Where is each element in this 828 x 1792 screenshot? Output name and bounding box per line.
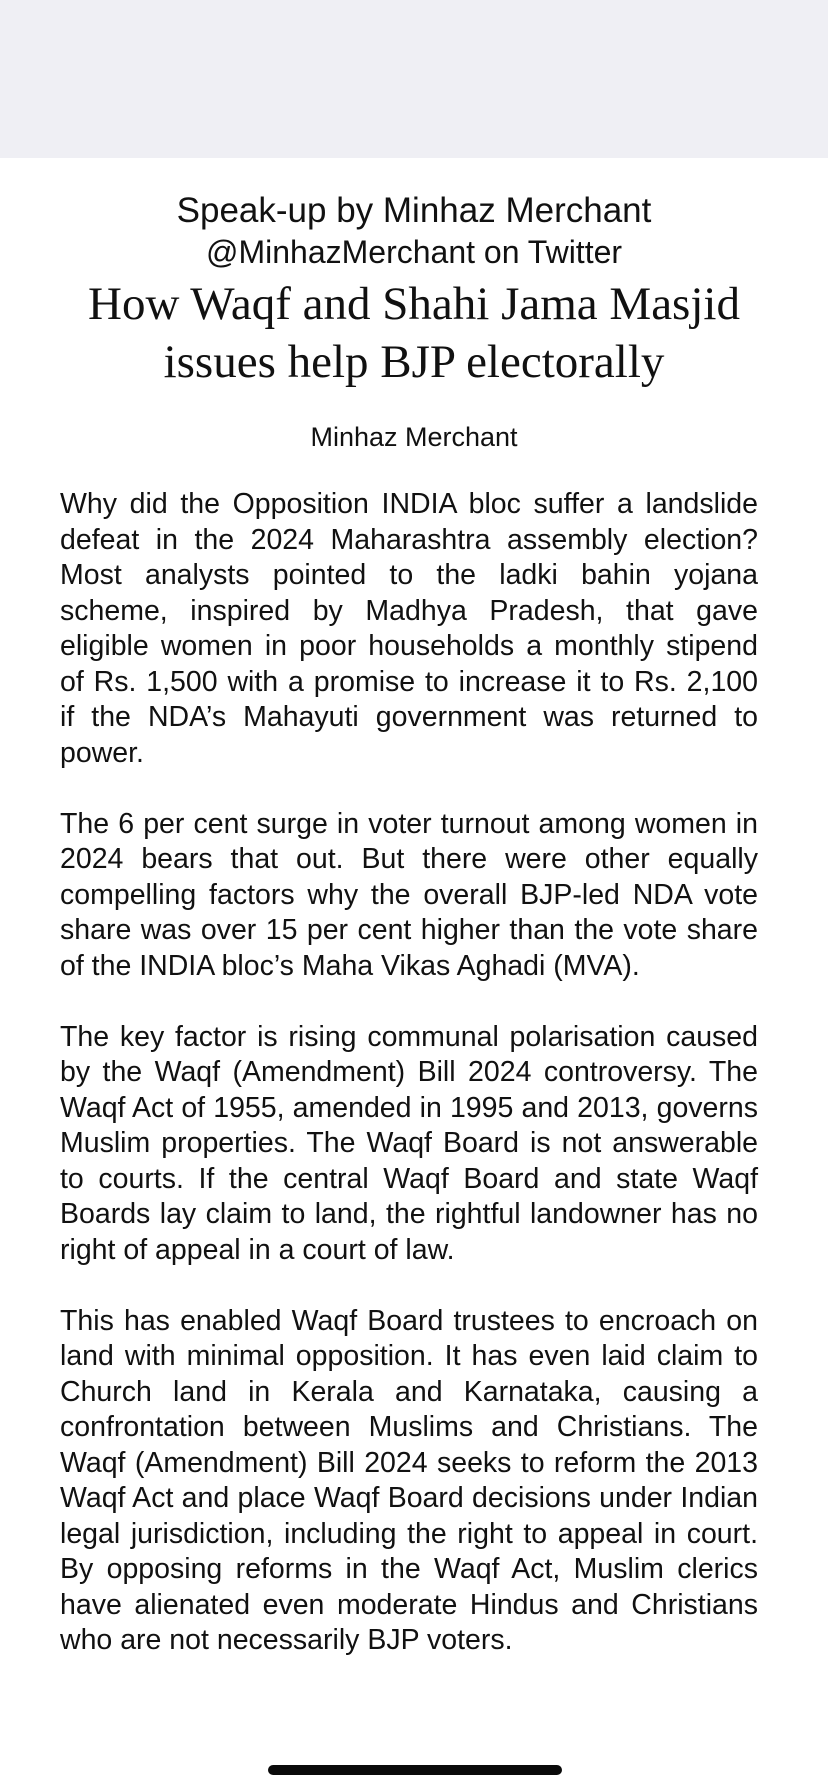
top-bar xyxy=(0,0,828,158)
article-paragraph: The key factor is rising communal polarisation caused by the Waqf (Amendment) Bill 2024 controversy. The Waqf Act of 1955, amended in 1995 and 2013, governs Muslim properties. The Waqf Board is not answerable to courts. If the central Waqf Board and state Waqf Boards lay claim to land, the rightful landowner has no right of appeal in a court of law. xyxy=(60,1020,758,1266)
article-paragraph: This has enabled Waqf Board trustees to encroach on land with minimal opposition. It has even laid claim to Church land in Kerala and Karnataka, causing a confrontation between Muslims and Christians. The Waqf (Amendment) Bill 2024 seeks to reform the 2013 Waqf Act and place Waqf Board decisions under Indian legal jurisdiction, including the right to appeal in court. By opposing reforms in the Waqf Act, Muslim clerics have alienated even moderate Hindus and Christians who are not necessarily BJP voters. xyxy=(60,1304,758,1656)
twitter-handle: @MinhazMerchant on Twitter xyxy=(205,234,623,270)
column-name: Speak-up by Minhaz Merchant xyxy=(176,191,652,230)
author-byline: Minhaz Merchant xyxy=(310,422,518,452)
article-header xyxy=(0,190,828,454)
article-body xyxy=(60,487,758,1694)
home-indicator[interactable] xyxy=(268,1765,562,1775)
article-paragraph: Why did the Opposition INDIA bloc suffer a landslide defeat in the 2024 Maharashtra assembly election? Most analysts pointed to the ladki bahin yojana scheme, inspired by Madhya Pradesh, that gave eligible women in poor households a monthly stipend of Rs. 1,500 with a promise to increase it to Rs. 2,100 if the NDA’s Mahayuti government was returned to power. xyxy=(60,488,758,769)
article-paragraph: The 6 per cent surge in voter turnout among women in 2024 bears that out. But there were other equally compelling factors why the overall BJP-led NDA vote share was over 15 per cent higher than the vote share of the INDIA bloc’s Maha Vikas Aghadi (MVA). xyxy=(60,807,758,982)
article-headline: How Waqf and Shahi Jama Masjid issues help BJP electorally xyxy=(88,278,740,388)
